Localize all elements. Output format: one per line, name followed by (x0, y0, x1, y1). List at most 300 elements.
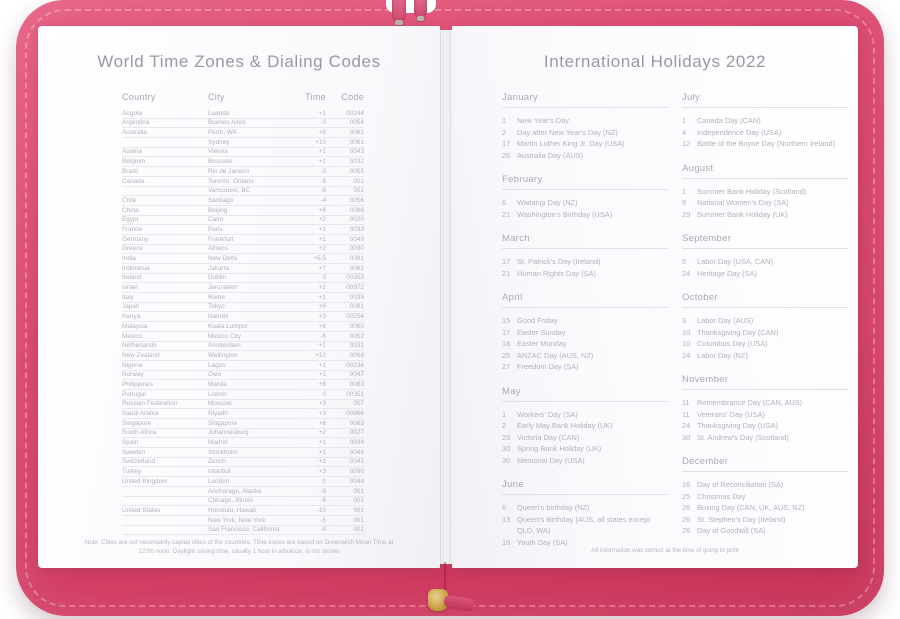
zipper-bottom-seam (444, 562, 446, 592)
cell-code: 0020 (349, 216, 364, 224)
holiday-item (682, 186, 848, 198)
holiday-day: 30 (502, 444, 511, 453)
cell-city: San Francisco, California (208, 526, 280, 534)
cell-time: +1 (318, 371, 326, 379)
month-heading: May (502, 386, 668, 402)
holiday-day: 6 (502, 503, 507, 512)
header-country: Country (122, 92, 156, 102)
cell-country: Philippines (122, 380, 153, 388)
cell-time: +1 (318, 361, 326, 369)
cell-code: 001 (353, 516, 364, 524)
left-page (38, 26, 440, 568)
cell-time: -4 (320, 196, 326, 204)
cell-country: India (122, 255, 136, 262)
month-section-april (502, 292, 668, 373)
holiday-label: Labor Day (AUS) (697, 316, 754, 325)
cell-time: +1 (318, 235, 326, 243)
holiday-item (502, 443, 668, 455)
holiday-label: Martin Luther King Jr. Day (USA) (517, 139, 625, 148)
cell-country: Chile (122, 196, 137, 204)
holiday-label: Summer Bank Holiday (UK) (697, 209, 788, 219)
holiday-day: 24 (682, 350, 691, 360)
holiday-item (682, 209, 848, 221)
cell-city: Sydney (208, 138, 230, 146)
cell-code: 00254 (346, 313, 364, 321)
cell-city: New Delhi (208, 255, 238, 262)
holiday-label: Canada Day (CAN) (697, 116, 761, 125)
cell-city: Tokyo (208, 303, 225, 311)
cell-city: Istanbul (208, 468, 231, 476)
cell-time: +8 (318, 129, 326, 137)
cell-country: Malaysia (122, 322, 148, 330)
cell-time: 0 (322, 390, 326, 398)
holiday-day: 21 (502, 268, 511, 278)
table-row (122, 225, 364, 235)
holiday-item (682, 432, 848, 444)
table-row (122, 128, 364, 138)
cell-city: Paris (208, 225, 223, 233)
cell-city: Luanda (208, 109, 230, 117)
holiday-label: Victoria Day (CAN) (517, 432, 580, 442)
cell-code: 0060 (349, 322, 364, 330)
cell-city: Buenos Aires (208, 119, 246, 127)
holiday-label: Waitangi Day (NZ) (517, 198, 578, 207)
cell-city: Jakarta (208, 264, 229, 272)
holiday-columns (502, 92, 848, 561)
cell-city: Athens (208, 245, 228, 253)
cell-code: 00244 (346, 109, 364, 117)
holiday-label: Queen's Birthday (AUS, all states except QLD, WA) (517, 514, 651, 535)
cell-city: Jerusalem (208, 284, 238, 292)
holiday-day: 16 (502, 537, 511, 547)
cell-country: Austria (122, 148, 142, 156)
holiday-item (682, 514, 848, 526)
cell-time: +1 (318, 293, 326, 301)
timezone-footnote: Note: Cities are not necessarily capital cities of the countries. Time zones are based on Greenwich Mean Time at 12:00 noon. Daylight saving time, usually 1 hour in advance, is not shown (84, 538, 394, 556)
month-section-june (502, 479, 668, 548)
cell-code: 001 (353, 506, 364, 514)
cell-time: +9 (318, 303, 326, 311)
holiday-label: Easter Monday (517, 339, 567, 348)
holiday-label: Remembrance Day (CAN, AUS) (697, 398, 803, 407)
cell-city: Oslo (208, 371, 222, 379)
holiday-day: 10 (682, 339, 691, 348)
cell-country: United States (122, 506, 161, 514)
cell-country: Italy (122, 293, 134, 301)
cell-code: 0064 (349, 351, 364, 359)
cell-code: 0063 (349, 380, 364, 388)
holiday-day: 9 (682, 198, 687, 207)
holiday-label: Christmas Day (697, 491, 746, 501)
holiday-day: 17 (502, 139, 511, 148)
table-row (122, 361, 364, 371)
holiday-item (502, 409, 668, 421)
cell-time: -3 (320, 119, 326, 127)
cell-code: 001 (353, 487, 364, 495)
holiday-day: 2 (502, 127, 507, 137)
holiday-item (502, 514, 668, 537)
cell-country: Portugal (122, 390, 146, 398)
holiday-item (682, 420, 848, 432)
holiday-item (682, 525, 848, 537)
table-row (122, 254, 364, 264)
cell-city: Cairo (208, 216, 224, 224)
holiday-label: Day after New Year's Day (NZ) (517, 127, 618, 137)
month-heading: October (682, 292, 848, 308)
table-row (122, 303, 364, 313)
holiday-day: 26 (502, 150, 511, 160)
holiday-day: 2 (502, 421, 507, 430)
table-row (122, 206, 364, 216)
holiday-label: Boxing Day (CAN, UK, AUS, NZ) (697, 503, 805, 512)
holiday-item (682, 409, 848, 421)
holiday-item (682, 197, 848, 209)
holiday-label: Human Rights Day (SA) (517, 268, 596, 278)
cell-country: Switzerland (122, 458, 156, 466)
holiday-item (682, 338, 848, 350)
cell-code: 0027 (349, 429, 364, 437)
cell-time: +8 (318, 419, 326, 427)
cell-code: 0047 (349, 371, 364, 379)
holiday-day: 17 (502, 327, 511, 337)
holiday-label: Labor Day (NZ) (697, 350, 748, 360)
cell-code: 00972 (346, 284, 364, 292)
cell-country: France (122, 225, 142, 233)
holiday-day: 30 (502, 455, 511, 465)
month-heading: September (682, 233, 848, 249)
month-heading: April (502, 292, 668, 308)
cell-time: +1 (318, 158, 326, 166)
cell-city: Beijing (208, 206, 228, 214)
holiday-item (502, 338, 668, 350)
holiday-item (502, 361, 668, 373)
cell-time: +1 (318, 458, 326, 466)
cell-city: Riyadh (208, 410, 228, 417)
table-row (122, 409, 364, 419)
holiday-label: Heritage Day (SA) (697, 268, 757, 278)
cell-time: -3 (320, 167, 326, 175)
table-row (122, 448, 364, 458)
cell-country: Brazil (122, 167, 138, 175)
cell-code: 0031 (349, 342, 364, 350)
header-city: City (208, 92, 225, 102)
cell-time: +2 (318, 284, 326, 292)
cell-country: Egypt (122, 216, 139, 224)
cell-code: 0046 (349, 448, 364, 456)
cell-country: Spain (122, 439, 139, 447)
holiday-item (502, 115, 668, 127)
table-row (122, 196, 364, 206)
holiday-day: 5 (682, 257, 687, 266)
table-row (122, 245, 364, 255)
cell-code: 001 (353, 497, 364, 505)
cell-city: Moscow (208, 400, 232, 408)
cell-time: +2 (318, 245, 326, 253)
holiday-label: St. Andrew's Day (Scotland) (697, 432, 789, 442)
holiday-label: Queen's birthday (NZ) (517, 503, 590, 512)
cell-country: Israel (122, 284, 138, 292)
cell-time: 0 (322, 477, 326, 485)
holiday-label: ANZAC Day (AUS, NZ) (517, 350, 594, 360)
cell-code: 0034 (349, 439, 364, 447)
table-row (122, 216, 364, 226)
holiday-label: Independence Day (USA) (697, 127, 782, 137)
cell-time: +1 (318, 148, 326, 156)
cell-country: Ireland (122, 274, 142, 282)
holiday-item (502, 209, 668, 221)
zipper-slider-metal-icon (417, 16, 424, 21)
zipper-slider-metal-icon (395, 20, 403, 25)
cell-country: Germany (122, 235, 149, 243)
cell-time: +1 (318, 342, 326, 350)
table-row (122, 351, 364, 361)
holiday-day: 26 (682, 526, 691, 535)
cell-code: 0061 (349, 138, 364, 146)
holiday-day: 26 (682, 514, 691, 524)
cell-city: Lagos (208, 361, 226, 369)
cell-code: 0055 (349, 167, 364, 175)
holiday-item (502, 327, 668, 339)
cell-country: Kenya (122, 313, 141, 321)
holiday-item (682, 138, 848, 150)
cell-city: Madrid (208, 439, 228, 447)
holiday-column-first-half (502, 92, 668, 561)
table-row (122, 138, 364, 148)
header-time: Time (305, 92, 326, 102)
cell-time: +1 (318, 109, 326, 117)
cell-code: 00353 (346, 274, 364, 282)
table-row (122, 332, 364, 342)
holiday-label: Columbus Day (USA) (697, 339, 768, 348)
holiday-item (682, 479, 848, 491)
cell-country: Singapore (122, 419, 152, 427)
cell-city: Brussels (208, 158, 233, 166)
table-row (122, 187, 364, 197)
table-row (122, 235, 364, 245)
cell-city: Anchorage, Alaska (208, 487, 262, 495)
table-row (122, 458, 364, 468)
cell-time: +12 (315, 351, 326, 359)
cell-time: +5.5 (313, 255, 326, 262)
cell-code: 00966 (346, 410, 364, 417)
holiday-label: Workers' Day (SA) (517, 409, 578, 419)
holiday-day: 1 (682, 116, 687, 125)
table-row (122, 400, 364, 410)
month-heading: March (502, 233, 668, 249)
holiday-day: 3 (682, 316, 687, 325)
cell-city: Singapore (208, 419, 238, 427)
holiday-label: Day of Goodwill (SA) (697, 526, 766, 535)
cell-code: 0061 (349, 129, 364, 137)
holiday-item (502, 138, 668, 150)
cell-time: 0 (322, 274, 326, 282)
cell-time: +2 (318, 216, 326, 224)
cell-time: +8 (318, 380, 326, 388)
cell-city: Kuala Lumpur (208, 322, 248, 330)
cell-city: Rome (208, 293, 226, 301)
cell-city: New York, New York (208, 516, 266, 524)
cell-country: Russian Federation (122, 400, 178, 408)
month-section-march (502, 233, 668, 279)
holiday-item (682, 115, 848, 127)
holiday-item (502, 127, 668, 139)
table-row (122, 477, 364, 487)
cell-country: South Africa (122, 429, 157, 437)
cell-country: Australia (122, 129, 147, 137)
cell-code: 0030 (349, 245, 364, 253)
holiday-day: 21 (502, 209, 511, 219)
timezone-table (122, 92, 364, 535)
holiday-day: 17 (502, 257, 511, 266)
holiday-label: Thanksgiving Day (USA) (697, 421, 778, 430)
cell-city: Wellington (208, 351, 238, 359)
month-heading: January (502, 92, 668, 108)
cell-country: Turkey (122, 468, 142, 476)
cell-code: 0033 (349, 225, 364, 233)
holiday-label: Summer Bank Holiday (Scotland) (697, 186, 807, 196)
cell-time: +3 (318, 410, 326, 417)
holiday-item (502, 197, 668, 209)
cell-city: Vancouver, BC (208, 187, 251, 195)
holiday-label: Australia Day (AUS) (517, 150, 584, 160)
cell-code: 0043 (349, 148, 364, 156)
month-heading: June (502, 479, 668, 495)
holiday-day: 16 (682, 480, 691, 489)
month-section-august (682, 163, 848, 221)
table-row (122, 157, 364, 167)
holiday-label: Memorial Day (USA) (517, 455, 585, 465)
cell-country: United Kingdom (122, 477, 168, 485)
table-row (122, 526, 364, 536)
holiday-label: Spring Bank Holiday (UK) (517, 444, 602, 453)
holiday-label: Youth Day (SA) (517, 537, 568, 547)
cell-code: 001 (353, 177, 364, 185)
month-heading: July (682, 92, 848, 108)
holiday-day: 15 (502, 316, 511, 325)
cell-country: Argentina (122, 119, 150, 127)
cell-country: Belgium (122, 158, 146, 166)
cell-code: 0041 (349, 458, 364, 466)
holiday-label: Easter Sunday (517, 327, 566, 337)
holiday-item (502, 502, 668, 514)
cell-city: Manila (208, 380, 227, 388)
holiday-day: 4 (682, 127, 687, 137)
cell-code: 001 (353, 526, 364, 534)
holiday-label: Battle of the Boyne Day (Northern Ireland) (697, 139, 836, 148)
zipper-pull-tab-icon (392, 0, 406, 22)
cell-country: Nigeria (122, 361, 143, 369)
timezone-table-header (122, 92, 364, 102)
cell-country: Norway (122, 371, 144, 379)
table-row (122, 148, 364, 158)
cell-country: Sweden (122, 448, 146, 456)
cell-time: +3 (318, 400, 326, 408)
table-row (122, 274, 364, 284)
holiday-day: 1 (682, 186, 687, 196)
holiday-day: 24 (682, 421, 691, 430)
holiday-day: 1 (502, 116, 507, 125)
month-section-january (502, 92, 668, 161)
cell-city: Chicago, Illinois (208, 497, 253, 505)
left-page-title: World Time Zones & Dialing Codes (97, 52, 381, 71)
cell-code: 0090 (349, 468, 364, 476)
table-row (122, 371, 364, 381)
holiday-day: 25 (682, 491, 691, 501)
table-row (122, 177, 364, 187)
month-section-july (682, 92, 848, 150)
holiday-item (682, 127, 848, 139)
cell-code: 0052 (349, 332, 364, 340)
holiday-item (502, 350, 668, 362)
cell-code: 0065 (349, 419, 364, 427)
holiday-day: 13 (502, 514, 511, 524)
cell-code: 0062 (349, 264, 364, 272)
cell-country: Indonesia (122, 264, 150, 272)
holiday-item (682, 256, 848, 268)
cell-city: Santiago (208, 196, 234, 204)
cell-time: +3 (318, 313, 326, 321)
cell-country: Canada (122, 177, 145, 185)
cell-city: Johannesburg (208, 429, 249, 437)
table-row (122, 506, 364, 516)
holidays-footnote: All information was correct at the time of going to print (591, 547, 739, 554)
month-heading: December (682, 456, 848, 472)
holiday-day: 11 (682, 409, 690, 419)
cell-time: +8 (318, 206, 326, 214)
table-row (122, 467, 364, 477)
table-row (122, 283, 364, 293)
holiday-item (502, 315, 668, 327)
cell-code: 0086 (349, 206, 364, 214)
holiday-label: National Women's Day (SA) (697, 198, 789, 207)
cell-city: Vienna (208, 148, 228, 156)
cell-city: Perth, WA (208, 129, 237, 137)
cell-country: Netherlands (122, 342, 157, 350)
holiday-label: Thanksgiving Day (CAN) (697, 327, 779, 337)
cell-city: Toronto, Ontario (208, 177, 254, 185)
holiday-day: 30 (682, 432, 691, 442)
cell-code: 00351 (346, 390, 364, 398)
cell-time: -6 (320, 497, 326, 505)
cell-time: +3 (318, 468, 326, 476)
holiday-day: 26 (682, 503, 691, 512)
holiday-label: St. Stephen's Day (Ireland) (697, 514, 786, 524)
month-heading: August (682, 163, 848, 179)
holiday-label: Veterans' Day (USA) (697, 409, 765, 419)
holiday-day: 23 (502, 432, 511, 442)
table-row (122, 516, 364, 526)
cell-code: 007 (353, 400, 364, 408)
holiday-label: Freedom Day (SA) (517, 362, 579, 371)
cell-time: +10 (315, 138, 326, 146)
cell-time: +7 (318, 264, 326, 272)
holiday-item (682, 491, 848, 503)
holiday-item (682, 315, 848, 327)
holiday-day: 1 (502, 409, 507, 419)
holiday-day: 10 (682, 327, 691, 337)
cell-country: Mexico (122, 332, 143, 340)
cell-time: -8 (320, 526, 326, 534)
holiday-item (682, 350, 848, 362)
table-row (122, 390, 364, 400)
table-row (122, 497, 364, 507)
month-section-december (682, 456, 848, 537)
month-section-february (502, 174, 668, 220)
month-section-september (682, 233, 848, 279)
cell-code: 0049 (349, 235, 364, 243)
cell-time: +1 (318, 225, 326, 233)
table-row (122, 322, 364, 332)
